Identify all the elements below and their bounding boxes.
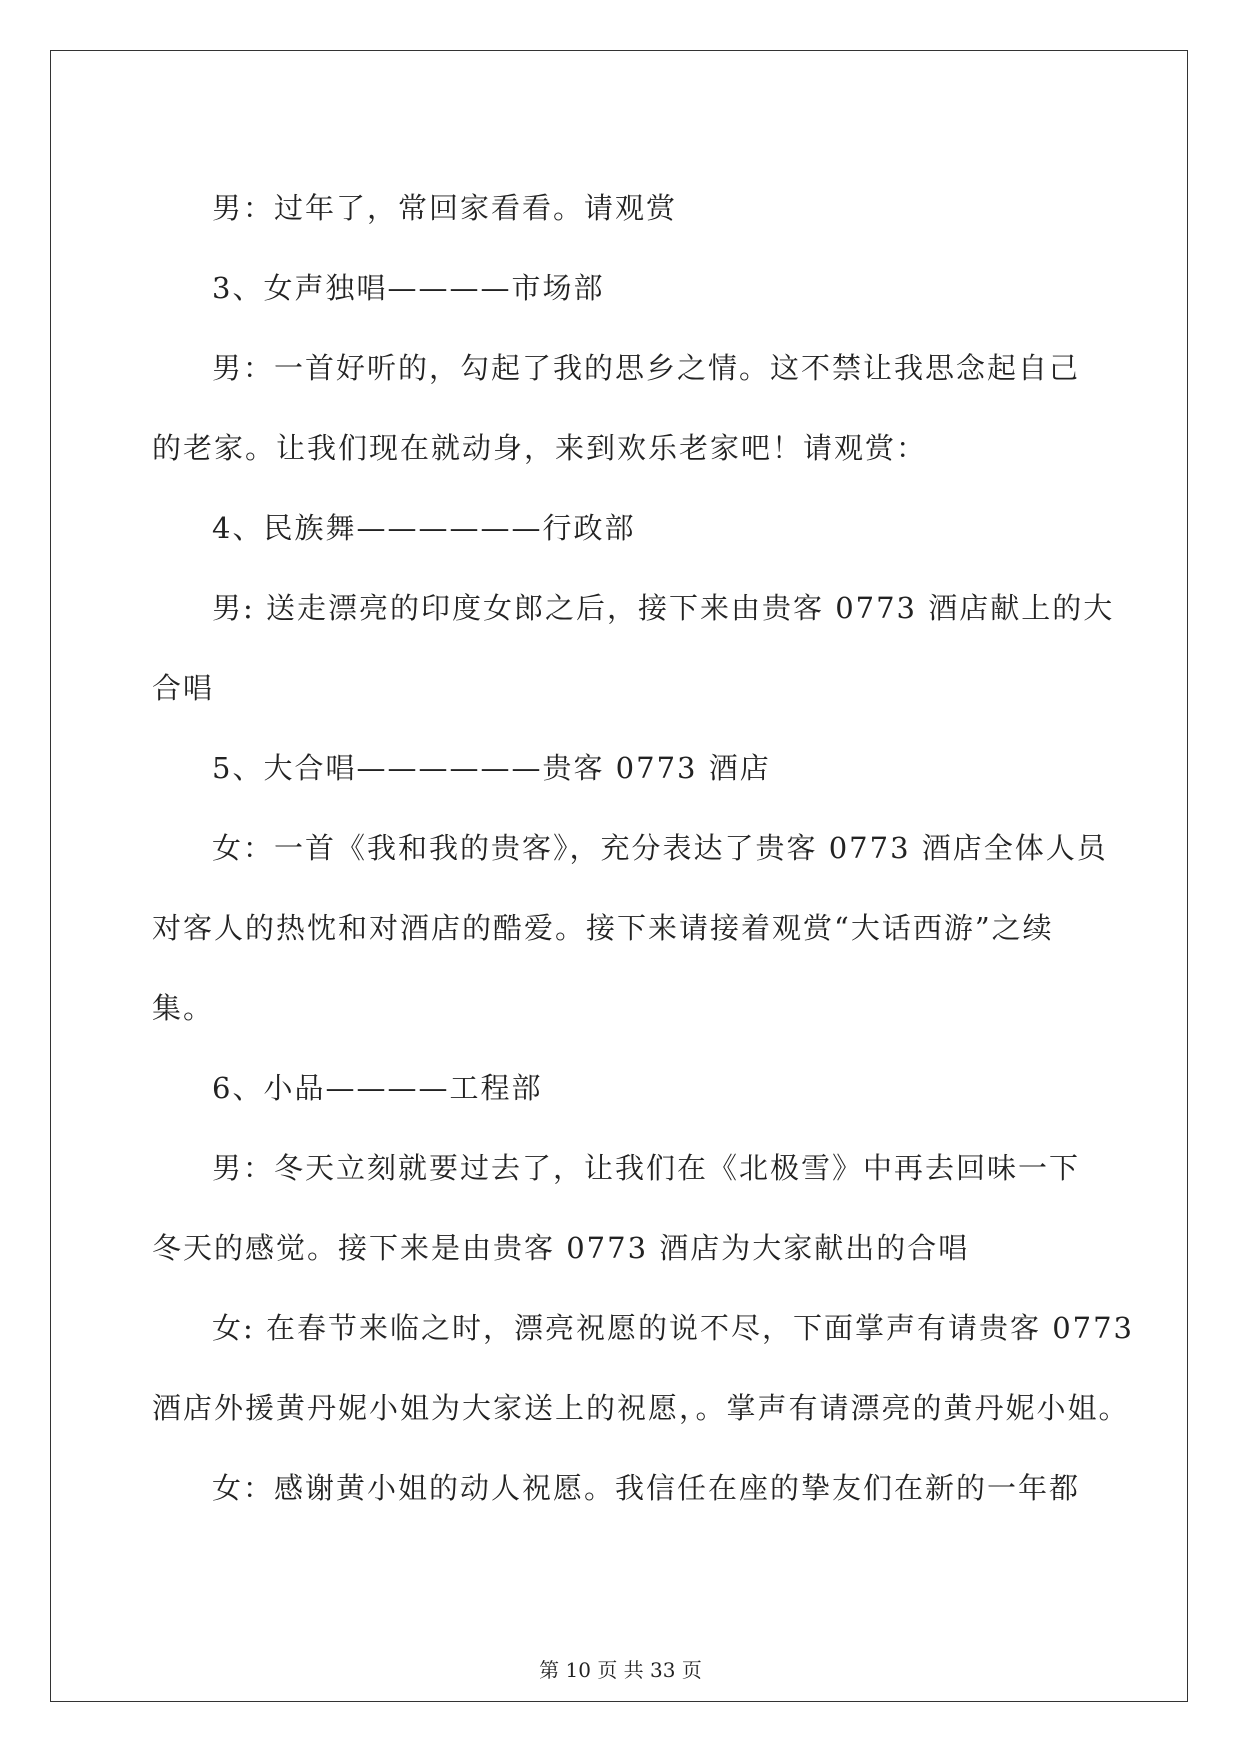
text-line: 酒店外援黄丹妮小姐为大家送上的祝愿，。掌声有请漂亮的黄丹妮小姐。 (152, 1391, 1130, 1425)
text-line: 冬天的感觉。接下来是由贵客 0773 酒店为大家献出的合唱 (152, 1231, 970, 1265)
text-line: 3、女声独唱————市场部 (212, 271, 605, 305)
text-line: 的老家。让我们现在就动身，来到欢乐老家吧！请观赏： (152, 431, 928, 465)
text-line: 5、大合唱——————贵客 0773 酒店 (212, 751, 771, 785)
text-line: 女：感谢黄小姐的动人祝愿。我信任在座的挚友们在新的一年都 (212, 1471, 1081, 1505)
text-line: 男: 送走漂亮的印度女郎之后，接下来由贵客 0773 酒店献上的大 (212, 591, 1115, 625)
text-line: 女：一首《我和我的贵客》，充分表达了贵客 0773 酒店全体人员 (212, 831, 1108, 865)
text-line: 6、小品————工程部 (212, 1071, 543, 1105)
text-line: 对客人的热忱和对酒店的酷爱。接下来请接着观赏“大话西游”之续 (152, 911, 1054, 945)
text-line: 4、民族舞——————行政部 (212, 511, 636, 545)
document-body (152, 168, 1135, 1528)
text-line: 女: 在春节来临之时，漂亮祝愿的说不尽，下面掌声有请贵客 0773 (212, 1311, 1135, 1345)
text-line: 男：冬天立刻就要过去了，让我们在《北极雪》中再去回味一下 (212, 1151, 1081, 1185)
page-footer: 第 10 页 共 33 页 (539, 1658, 702, 1682)
text-line: 集。 (152, 991, 215, 1025)
text-line: 男：一首好听的，勾起了我的思乡之情。这不禁让我思念起自己 (212, 351, 1081, 385)
text-line: 男：过年了，常回家看看。请观赏 (212, 191, 678, 225)
text-line: 合唱 (152, 671, 215, 705)
